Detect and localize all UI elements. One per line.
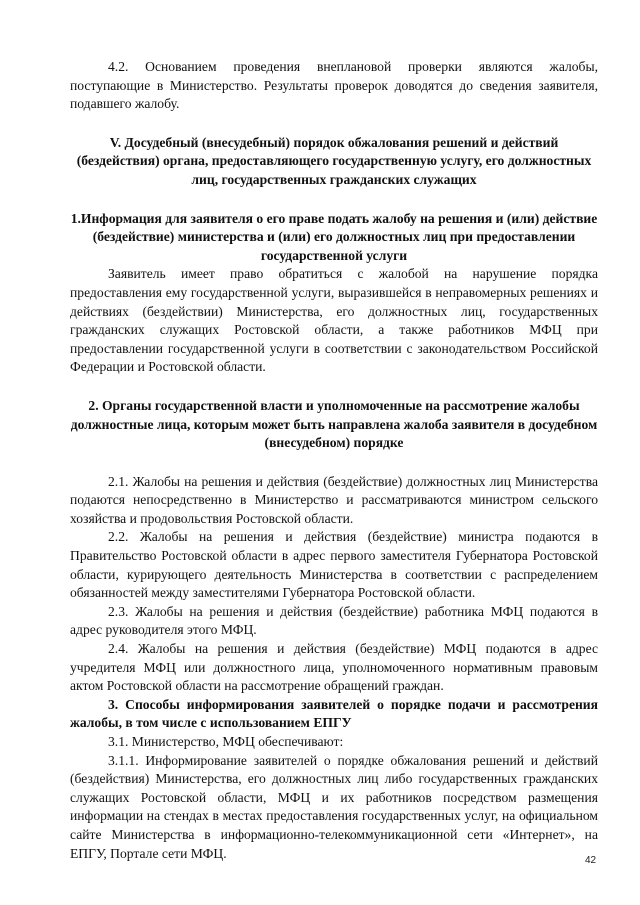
paragraph-2-3: 2.3. Жалобы на решения и действия (бездействие) работника МФЦ подаются в адрес руководителя этого МФЦ.	[70, 603, 598, 638]
paragraph-2-1: 2.1. Жалобы на решения и действия (бездействие) должностных лиц Министерства подаются непосредственно в Министерство и рассматриваются министром сельского хозяйства и продовольствия Ростовской области.	[70, 473, 598, 526]
subsection-1-text: Заявитель имеет право обратиться с жалобой на нарушение порядка предоставления ему государственной услуги, выразившейся в неправомерных решениях и действиях (бездействии) Министерства, его должностных лиц, государственных гражданских служащих Ростовской области, а также работников МФЦ при предоставлении государственной услуги в соответствии с законодательством Российской Федерации и Ростовской области.	[70, 266, 598, 375]
subsection-1-heading: 1.Информация для заявителя о его праве подать жалобу на решения и (или) действие (бездействие) министерства и (или) его должностных лиц при предоставлении государственной услуги	[70, 210, 598, 263]
document-page	[70, 58, 598, 863]
subsection-2-heading: 2. Органы государственной власти и уполномоченные на рассмотрение жалобы должностные лица, которым может быть направлена жалоба заявителя в досудебном (внесудебном) порядке	[70, 397, 598, 451]
paragraph-3-1-1: 3.1.1. Информирование заявителей о порядке обжалования решений и действий (бездействия) Министерства, его должностных лиц либо государственных гражданских служащих Ростовской области, МФЦ и их работников посредством размещения информации на стендах в местах предоставления государственных услуг, на официальном сайте Министерства в информационно-телекоммуникационной сети «Интернет», на ЕПГУ, Портале сети МФЦ.	[70, 752, 598, 861]
page-number: 42	[585, 855, 597, 866]
paragraph-4-2: 4.2. Основанием проведения внеплановой проверки являются жалобы, поступающие в Министерство. Результаты проверок доводятся до сведения заявителя, подавшего жалобу.	[70, 59, 598, 112]
paragraph-3-1: 3.1. Министерство, МФЦ обеспечивают:	[108, 734, 344, 749]
subsection-3-heading: 3. Способы информирования заявителей о порядке подачи и рассмотрения жалобы, в том числе с использованием ЕПГУ	[70, 696, 598, 731]
section-v-heading: V. Досудебный (внесудебный) порядок обжалования решений и действий (бездействия) органа, предоставляющего государственную услугу, его должностных лиц, государственных гражданских служащих	[76, 134, 592, 187]
paragraph-2-2: 2.2. Жалобы на решения и действия (бездействие) министра подаются в Правительство Ростовской области в адрес первого заместителя Губернатора Ростовской области, курирующего деятельность Министерства в соответствии с распределением обязанностей между заместителями Губернатора Ростовской области.	[70, 529, 598, 601]
paragraph-2-4: 2.4. Жалобы на решения и действия (бездействие) МФЦ подаются в адрес учредителя МФЦ или должностного лица, уполномоченного нормативным правовым актом Ростовской области на рассмотрение обращений граждан.	[70, 641, 598, 694]
